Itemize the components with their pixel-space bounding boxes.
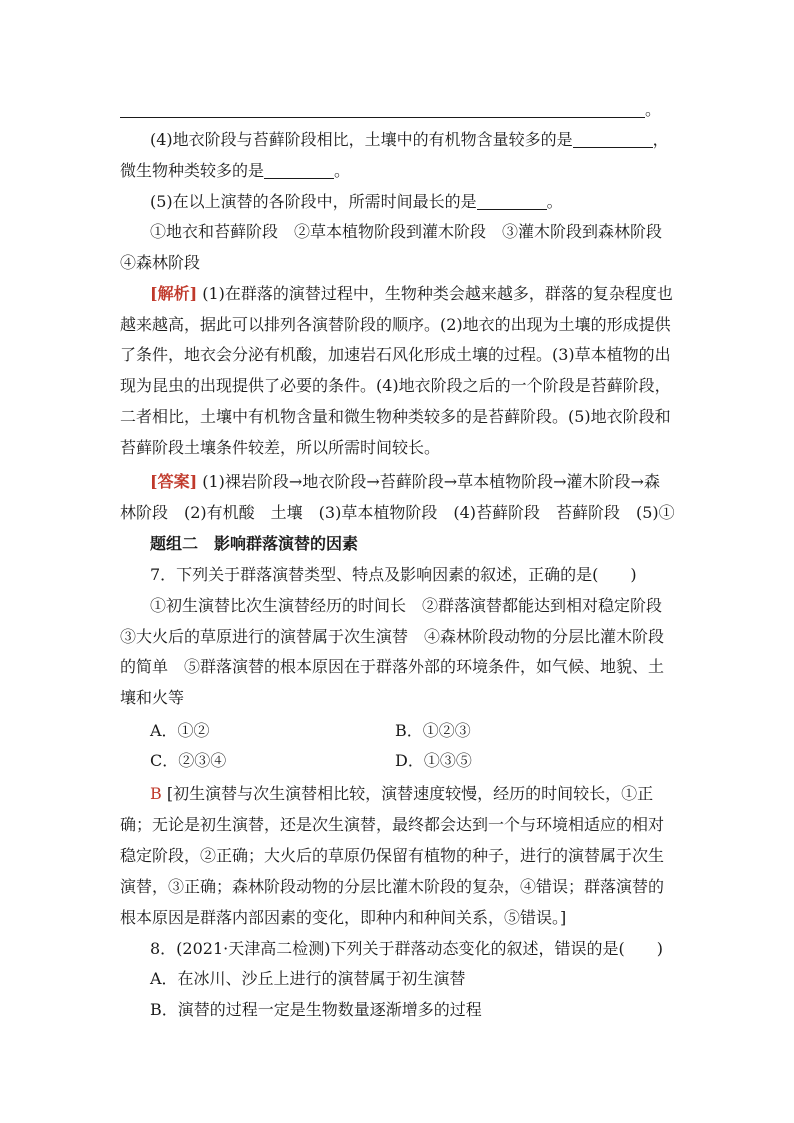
question-4-line-1: (4)地衣阶段与苔藓阶段相比，土壤中的有机物含量较多的是 ，	[150, 130, 669, 149]
answer-tag: [答案]	[150, 472, 198, 491]
question-5-options-1: ①地衣和苔藓阶段 ②草本植物阶段到灌木阶段 ③灌木阶段到森林阶段	[150, 222, 663, 241]
question-7-stem: 7．下列关于群落演替类型、特点及影响因素的叙述，正确的是( )	[150, 565, 637, 584]
blank-line	[120, 101, 645, 118]
question-7-statement-2: ③大火后的草原进行的演替属于次生演替 ④森林阶段动物的分层比灌木阶段	[120, 627, 665, 646]
question-7-statement-3: 的简单 ⑤群落演替的根本原因在于群落外部的环境条件，如气候、地貌、土	[120, 657, 665, 676]
question-7-explanation-4: 演替，③正确；森林阶段动物的分层比灌木阶段的复杂，④错误；群落演替的	[120, 877, 665, 896]
answer-line-1: [答案] (1)裸岩阶段→地衣阶段→苔藓阶段→草本植物阶段→灌木阶段→森	[150, 472, 660, 491]
question-7-option-a: A．①②	[150, 721, 210, 740]
question-7-explanation-5: 根本原因是群落内部因素的变化，即种内和种间关系，⑤错误。]	[120, 908, 567, 927]
answer-key: B	[150, 784, 162, 803]
question-5-options-2: ④森林阶段	[120, 253, 201, 272]
analysis-line-3: 了条件，地衣会分泌有机酸，加速岩石风化形成土壤的过程。(3)草本植物的出	[120, 345, 671, 364]
question-8-stem: 8．(2021·天津高二检测)下列关于群落动态变化的叙述，错误的是( )	[150, 939, 663, 958]
analysis-line-6: 苔藓阶段土壤条件较差，所以所需时间较长。	[120, 438, 441, 457]
analysis-line-5: 二者相比，土壤中有机物含量和微生物种类较多的是苔藓阶段。(5)地衣阶段和	[120, 407, 671, 426]
question-7-statement-1: ①初生演替比次生演替经历的时间长 ②群落演替都能达到相对稳定阶段	[150, 596, 663, 615]
analysis-line-1: [解析] (1)在群落的演替过程中，生物种类会越来越多，群落的复杂程度也	[150, 284, 673, 303]
question-4-line-2: 微生物种类较多的是 。	[120, 161, 351, 180]
question-7-explanation-3: 稳定阶段，②正确；大火后的草原仍保留有植物的种子，进行的演替属于次生	[120, 846, 665, 865]
blank-line	[573, 131, 653, 148]
blank-line	[264, 162, 334, 179]
answer-line-2: 林阶段 (2)有机酸 土壤 (3)草本植物阶段 (4)苔藓阶段 苔藓阶段 (5)①	[120, 503, 675, 522]
question-7-explanation-1: B [初生演替与次生演替相比较，演替速度较慢，经历的时间较长，①正	[150, 784, 654, 803]
question-5: (5)在以上演替的各阶段中，所需时间最长的是 。	[150, 192, 563, 211]
analysis-line-2: 越来越高，据此可以排列各演替阶段的顺序。(2)地衣的出现为土壤的形成提供	[120, 315, 671, 334]
question-7-option-d: D．①③⑤	[395, 751, 472, 770]
answer-line-end: 。	[120, 100, 661, 120]
blank-line	[477, 193, 547, 210]
group-2-title: 题组二 影响群落演替的因素	[150, 534, 359, 553]
question-7-option-b: B．①②③	[395, 721, 471, 740]
analysis-tag: [解析]	[150, 284, 198, 303]
question-8-option-b: B．演替的过程一定是生物数量逐渐增多的过程	[150, 1000, 482, 1019]
analysis-line-4: 现为昆虫的出现提供了必要的条件。(4)地衣阶段之后的一个阶段是苔藓阶段，	[120, 376, 671, 395]
question-7-option-c: C．②③④	[150, 751, 227, 770]
question-8-option-a: A．在冰川、沙丘上进行的演替属于初生演替	[150, 969, 466, 988]
question-7-statement-4: 壤和火等	[120, 688, 185, 707]
question-7-explanation-2: 确；无论是初生演替，还是次生演替，最终都会达到一个与环境相适应的相对	[120, 815, 665, 834]
